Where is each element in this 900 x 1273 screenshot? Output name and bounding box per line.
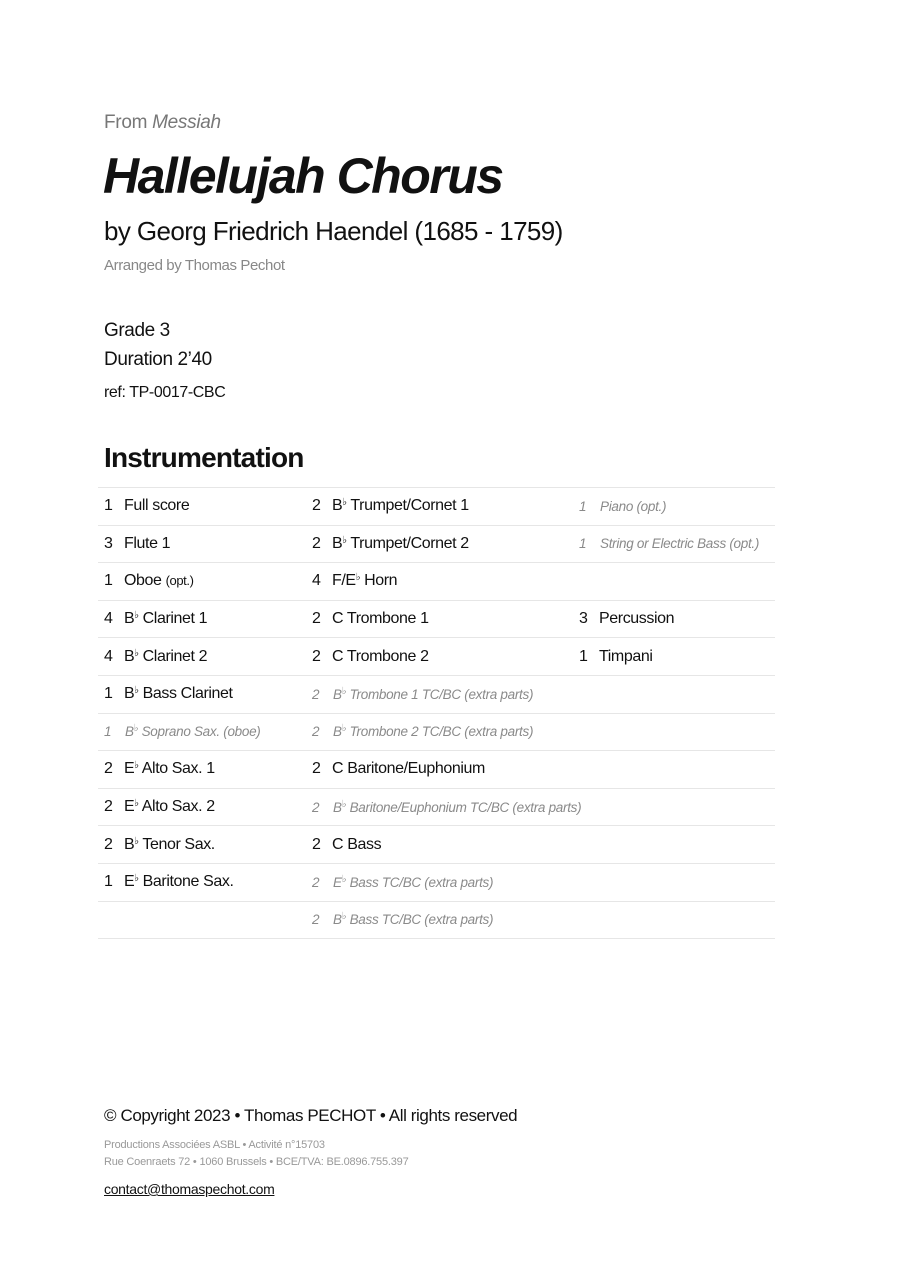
- flat-symbol: ♭: [134, 610, 139, 622]
- part-count: 2: [312, 912, 320, 928]
- duration-label: Duration 2’40: [104, 349, 212, 370]
- part-count: 2: [312, 610, 321, 628]
- instrument-name: [332, 760, 485, 778]
- instrument-part: [312, 638, 429, 675]
- flat-symbol: ♭: [341, 873, 347, 885]
- instrument-label: Clarinet 1: [138, 610, 208, 628]
- publisher-info-line-1: Productions Associées ASBL • Activité n°15703: [104, 1139, 325, 1151]
- instrumentation-row: [98, 863, 775, 901]
- instrument-part: [312, 676, 533, 713]
- instrument-key: B: [333, 724, 342, 740]
- instrumentation-row: [98, 788, 775, 826]
- flat-symbol: ♭: [134, 760, 139, 772]
- contact-email-link[interactable]: contact@thomaspechot.com: [104, 1181, 275, 1197]
- instrument-part: [312, 563, 397, 600]
- instrumentation-row: [98, 637, 775, 675]
- instrument-label: C Trombone 1: [332, 610, 429, 628]
- part-count: 2: [312, 724, 320, 740]
- part-count: 2: [312, 835, 321, 853]
- instrument-name: [332, 535, 469, 553]
- instrument-key: E: [124, 760, 135, 778]
- part-count: 3: [579, 610, 588, 628]
- instrument-part: [104, 676, 233, 713]
- part-count: 2: [312, 686, 320, 702]
- instrument-part: [104, 864, 234, 901]
- instrument-label: Trombone 2 TC/BC (extra parts): [346, 724, 534, 740]
- instrument-label: Trumpet/Cornet 2: [346, 534, 469, 552]
- instrument-name: [124, 873, 234, 891]
- instrument-label: Baritone/Euphonium TC/BC (extra parts): [346, 799, 582, 815]
- copyright-line: © Copyright 2023 • Thomas PECHOT • All rights reserved: [104, 1106, 518, 1125]
- instrument-label: Trombone 1 TC/BC (extra parts): [346, 686, 534, 702]
- flat-symbol: ♭: [341, 798, 347, 810]
- instrument-label: Soprano Sax. (oboe): [138, 724, 261, 740]
- instrument-part: [104, 488, 189, 525]
- flat-symbol: ♭: [341, 723, 347, 735]
- instrument-key: B: [332, 534, 343, 552]
- part-count: 1: [579, 498, 587, 514]
- instrument-label: String or Electric Bass (opt.): [600, 536, 760, 552]
- flat-symbol: ♭: [341, 685, 347, 697]
- instrument-part: [579, 526, 759, 563]
- instrument-label: C Trombone 2: [332, 647, 429, 665]
- instrument-label: Bass TC/BC (extra parts): [346, 912, 494, 928]
- instrument-name: [124, 798, 215, 816]
- instrument-label: Full score: [124, 497, 190, 515]
- arranger-line: Arranged by Thomas Pechot: [104, 257, 285, 274]
- instrument-key: B: [124, 647, 135, 665]
- instrumentation-row: [98, 750, 775, 788]
- instrument-name: [599, 610, 674, 628]
- instrument-name: [332, 610, 429, 628]
- publisher-info-line-2: Rue Coenraets 72 • 1060 Brussels • BCE/TVA: BE.0896.755.397: [104, 1156, 409, 1168]
- flat-symbol: ♭: [355, 572, 361, 584]
- instrument-part: [312, 789, 581, 826]
- instrument-part: [312, 826, 381, 863]
- instrument-part: [104, 563, 194, 600]
- flat-symbol: ♭: [134, 798, 139, 810]
- instrument-key: B: [333, 912, 342, 928]
- part-count: 1: [579, 647, 588, 665]
- instrumentation-row: [98, 901, 775, 940]
- instrument-label: Piano (opt.): [600, 498, 667, 514]
- instrument-part: [579, 638, 653, 675]
- instrument-name: [124, 648, 207, 666]
- grade-label: Grade 3: [104, 320, 170, 341]
- instrument-label: C Bass: [332, 835, 382, 853]
- source-work-line: [104, 112, 221, 134]
- part-count: 2: [104, 760, 113, 778]
- part-count: 1: [579, 536, 587, 552]
- optional-note: (opt.): [165, 573, 194, 589]
- instrument-key: B: [124, 610, 135, 628]
- instrument-key: B: [332, 497, 343, 515]
- instrument-name: [333, 687, 533, 702]
- instrument-key: E: [124, 873, 135, 891]
- page-title: Hallelujah Chorus: [103, 148, 503, 204]
- from-prefix: From: [104, 112, 148, 133]
- instrument-label: Percussion: [599, 610, 675, 628]
- instrument-name: [125, 724, 260, 739]
- instrument-key: E: [333, 874, 342, 890]
- instrument-name: [332, 572, 397, 590]
- instrument-name: [124, 535, 170, 553]
- instrument-part: [312, 864, 493, 901]
- instrument-label: Alto Sax. 1: [138, 760, 215, 778]
- part-count: 2: [312, 760, 321, 778]
- flat-symbol: ♭: [134, 873, 139, 885]
- instrumentation-table: [98, 487, 775, 939]
- instrument-part: [104, 789, 215, 826]
- instrument-label: Bass TC/BC (extra parts): [346, 874, 494, 890]
- part-count: 1: [104, 572, 113, 590]
- flat-symbol: ♭: [133, 723, 139, 735]
- part-count: 4: [104, 610, 113, 628]
- part-count: 2: [104, 835, 113, 853]
- instrument-key: B: [124, 835, 135, 853]
- flat-symbol: ♭: [342, 497, 347, 509]
- flat-symbol: ♭: [341, 911, 347, 923]
- instrument-name: [599, 648, 653, 666]
- instrumentation-row: [98, 487, 775, 525]
- instrument-label: Bass Clarinet: [138, 685, 233, 703]
- instrument-key: B: [125, 724, 134, 740]
- reference-label: ref: TP-0017-CBC: [104, 384, 226, 401]
- instrument-part: [312, 601, 429, 638]
- instrument-name: [124, 760, 215, 778]
- instrumentation-row: [98, 825, 775, 863]
- instrument-part: [104, 714, 260, 751]
- instrument-key: B: [333, 799, 342, 815]
- instrumentation-heading: Instrumentation: [104, 442, 304, 473]
- part-count: 2: [312, 799, 320, 815]
- part-count: 4: [312, 572, 321, 590]
- part-count: 2: [312, 874, 320, 890]
- part-count: 1: [104, 685, 113, 703]
- instrument-label: Oboe: [124, 572, 166, 590]
- instrument-label: Baritone Sax.: [138, 873, 234, 891]
- part-count: 4: [104, 647, 113, 665]
- instrument-label: Tenor Sax.: [138, 835, 215, 853]
- instrument-name: [124, 497, 189, 515]
- instrument-name: [600, 536, 759, 551]
- instrument-key: B: [333, 686, 342, 702]
- part-count: 1: [104, 497, 113, 515]
- instrument-key: B: [124, 685, 135, 703]
- part-count: 1: [104, 873, 113, 891]
- instrument-part: [312, 714, 533, 751]
- instrument-part: [104, 526, 170, 563]
- instrument-part: [104, 751, 215, 788]
- part-count: 2: [312, 497, 321, 515]
- instrument-name: [332, 497, 469, 515]
- instrument-part: [104, 826, 215, 863]
- instrument-part: [104, 638, 207, 675]
- instrument-part: [104, 601, 207, 638]
- instrument-part: [312, 751, 485, 788]
- instrumentation-row: [98, 675, 775, 713]
- part-count: 2: [104, 798, 113, 816]
- source-work-title: Messiah: [152, 112, 221, 133]
- part-count: 3: [104, 534, 113, 552]
- flat-symbol: ♭: [342, 534, 347, 546]
- instrument-label: Trumpet/Cornet 1: [346, 497, 469, 515]
- instrument-label: Alto Sax. 2: [138, 798, 215, 816]
- instrument-name: [124, 836, 215, 854]
- instrument-key: E: [124, 798, 135, 816]
- instrument-name: [333, 800, 581, 815]
- instrument-name: [333, 724, 533, 739]
- instrumentation-row: [98, 713, 775, 751]
- instrument-name: [333, 875, 493, 890]
- instrument-label: C Baritone/Euphonium: [332, 760, 485, 778]
- instrument-name: [124, 572, 194, 590]
- composer-line: by Georg Friedrich Haendel (1685 - 1759): [104, 216, 563, 246]
- flat-symbol: ♭: [134, 835, 139, 847]
- instrument-name: [332, 648, 429, 666]
- instrument-part: [312, 902, 493, 939]
- flat-symbol: ♭: [134, 685, 139, 697]
- instrument-label: Horn: [360, 572, 398, 590]
- instrument-name: [332, 836, 381, 854]
- flat-symbol: ♭: [134, 647, 139, 659]
- instrument-part: [579, 488, 666, 525]
- instrument-label: Flute 1: [124, 534, 171, 552]
- instrument-part: [579, 601, 674, 638]
- instrument-label: Timpani: [599, 647, 653, 665]
- instrumentation-row: [98, 600, 775, 638]
- instrumentation-row: [98, 562, 775, 600]
- instrument-name: [124, 610, 207, 628]
- part-count: 1: [104, 724, 112, 740]
- instrument-part: [312, 488, 469, 525]
- instrument-name: [333, 912, 493, 927]
- instrument-key: F/E: [332, 572, 356, 590]
- instrument-name: [124, 685, 233, 703]
- part-count: 2: [312, 534, 321, 552]
- instrument-part: [312, 526, 469, 563]
- instrumentation-row: [98, 525, 775, 563]
- instrument-label: Clarinet 2: [138, 647, 208, 665]
- part-count: 2: [312, 647, 321, 665]
- instrument-name: [600, 499, 666, 514]
